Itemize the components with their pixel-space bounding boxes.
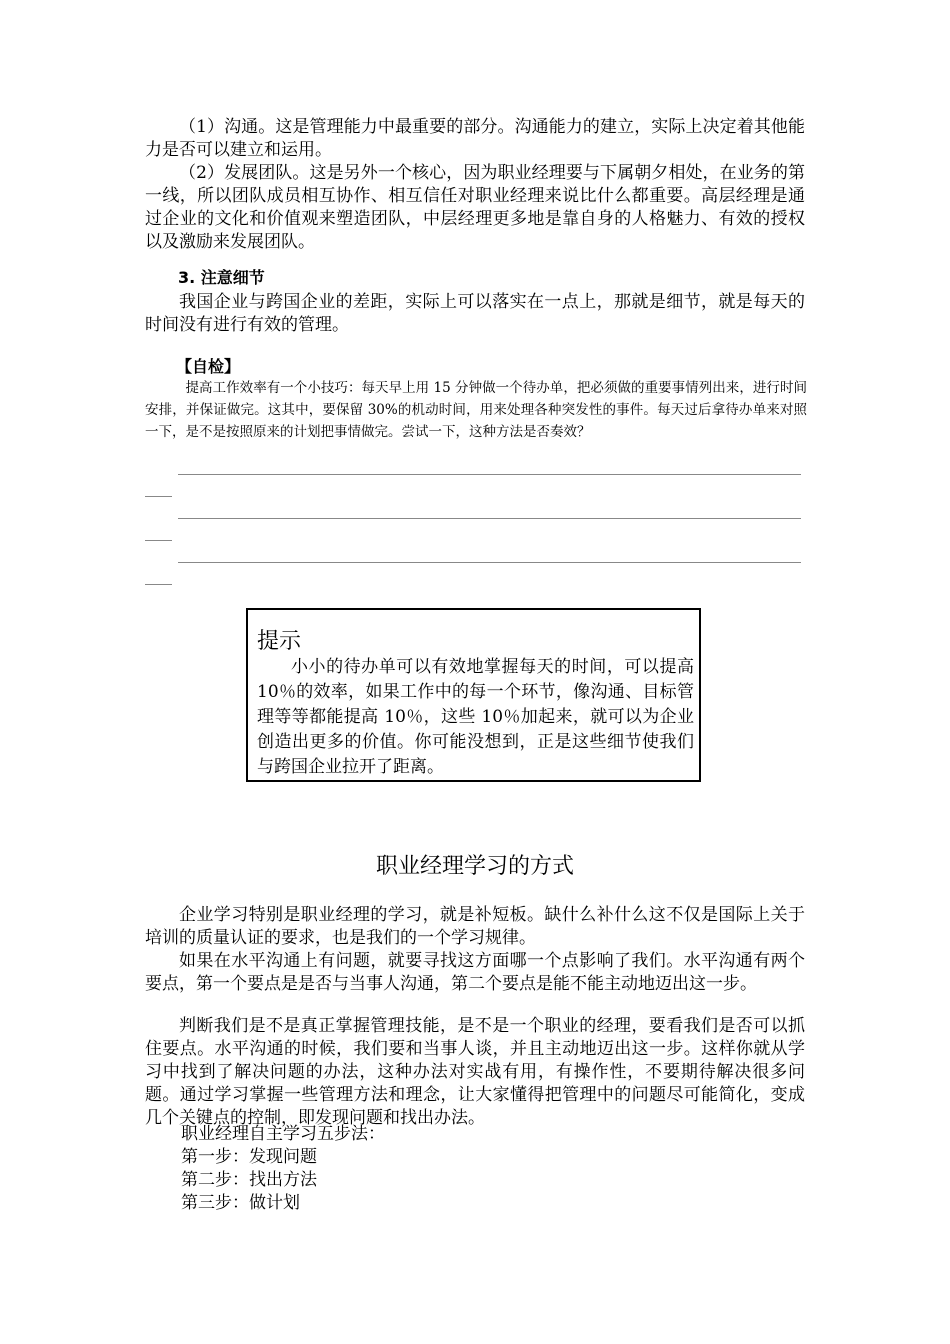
paragraph-communication: （1）沟通。这是管理能力中最重要的部分。沟通能力的建立，实际上决定着其他能力是否可以建立和运用。 — [145, 117, 805, 160]
tip-box — [246, 608, 701, 782]
answer-line[interactable] — [178, 562, 801, 563]
answer-line[interactable] — [178, 474, 801, 475]
paragraph-team-development: （2）发展团队。这是另外一个核心，因为职业经理要与下属朝夕相处，在业务的第一线，所以团队成员相互协作、相互信任对职业经理来说比什么都重要。高层经理是通过企业的文化和价值观来塑造团队，中层经理更多地是靠自身的人格魅力、有效的授权以及激励来发展团队。 — [145, 163, 805, 252]
paragraph-learning-2: 如果在水平沟通上有问题，就要寻找这方面哪一个点影响了我们。水平沟通有两个要点，第一个要点是是否与当事人沟通，第二个要点是能不能主动地迈出这一步。 — [145, 951, 805, 994]
answer-line-stub — [145, 496, 172, 497]
paragraph-learning-3: 判断我们是不是真正掌握管理技能，是不是一个职业的经理，要看我们是否可以抓住要点。水平沟通的时候，我们要和当事人谈，并且主动地迈出这一步。这样你就从学习中找到了解决问题的办法，这种办法对实战有用，有操作性，不要期待解决很多问题。通过学习掌握一些管理方法和理念，让大家懂得把管理中的问题尽可能简化，变成几个关键点的控制，即发现问题和找出办法。 — [145, 1016, 805, 1128]
answer-line-stub — [145, 540, 172, 541]
tip-body: 小小的待办单可以有效地掌握每天的时间，可以提高 10％的效率，如果工作中的每一个环节，像沟通、目标管理等等都能提高 10％，这些 10％加起来，就可以为企业创造出更多的价值。你可能没想到，正是这些细节使我们与跨国企业拉开了距离。 — [257, 657, 694, 777]
step-item: 第一步：发现问题 — [181, 1147, 317, 1167]
self-check-body: 提高工作效率有一个小技巧：每天早上用 15 分钟做一个待办单，把必须做的重要事情列出来，进行时间安排，并保证做完。这其中，要保留 30%的机动时间，用来处理各种突发性的事件。每天过后拿待办单来对照一下，是不是按照原来的计划把事情做完。尝试一下，这种方法是否奏效？ — [145, 380, 807, 440]
paragraph-details: 我国企业与跨国企业的差距，实际上可以落实在一点上，那就是细节，就是每天的时间没有进行有效的管理。 — [145, 292, 805, 335]
answer-line[interactable] — [178, 518, 801, 519]
steps-intro: 职业经理自主学习五步法： — [181, 1124, 385, 1144]
section-heading-details: 3. 注意细节 — [178, 268, 265, 287]
answer-line-stub — [145, 584, 172, 585]
step-item: 第三步：做计划 — [181, 1193, 300, 1213]
paragraph-learning-1: 企业学习特别是职业经理的学习，就是补短板。缺什么补什么这不仅是国际上关于培训的质量认证的要求，也是我们的一个学习规律。 — [145, 905, 805, 948]
tip-title: 提示 — [257, 629, 302, 654]
section-title-learning: 职业经理学习的方式 — [375, 854, 574, 879]
self-check-title: 【自检】 — [176, 357, 241, 376]
step-item: 第二步：找出方法 — [181, 1170, 317, 1190]
